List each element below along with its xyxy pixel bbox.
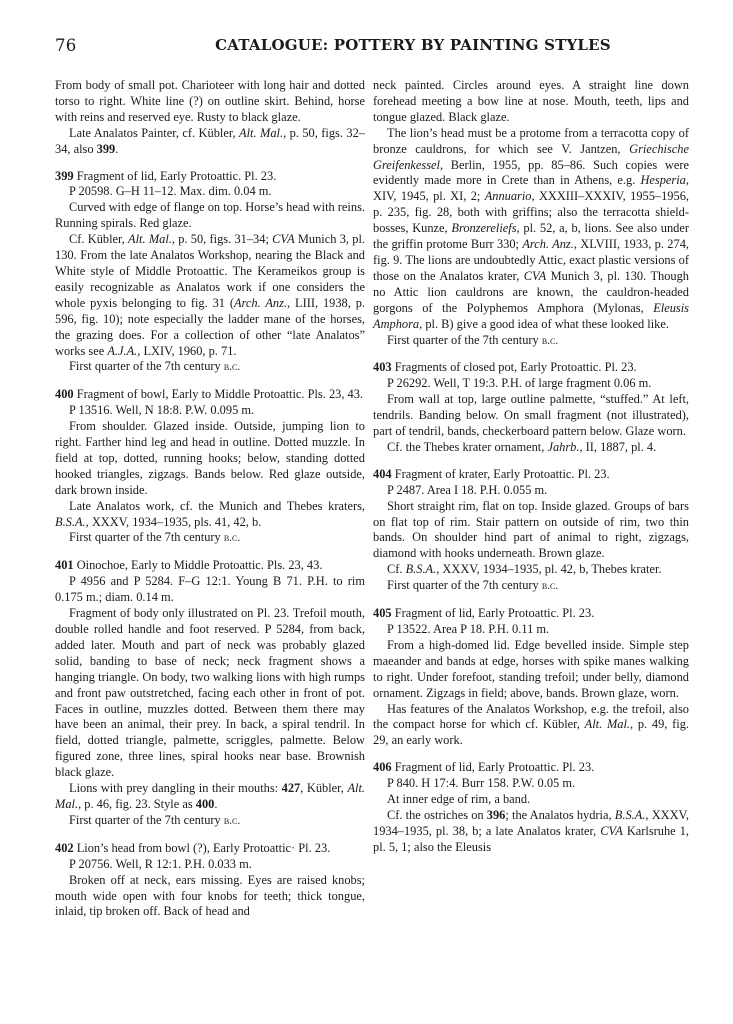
inventory-line: P 4956 and P 5284. F–G 12:1. Young B 71. P.H. to rim 0.175 m.; diam. 0.14 m.: [55, 574, 365, 605]
entry-heading: 401 Oinochoe, Early to Middle Protoattic. Pls. 23, 43.: [55, 558, 323, 573]
date-line: First quarter of the 7th century b.c.: [387, 332, 559, 347]
left-column: [55, 78, 365, 920]
commentary: Lions with prey dangling in their mouths: 427, Kübler, Alt. Mal., p. 46, fig. 23. Style as 400.: [55, 781, 365, 811]
commentary: Cf. B.S.A., XXXV, 1934–1935, pl. 42, b, Thebes krater.: [387, 562, 662, 577]
commentary: Cf. Kübler, Alt. Mal., p. 50, figs. 31–34; CVA Munich 3, pl. 130. From the late Analatos Workshop, nearing the Black and White style of Middle Protoattic. The Kerameikos group is easily recognizable as Analatos work if one considers the whole pyxis belonging to fig. 31 (Arch. Anz., LIII, 1938, p. 596, fig. 10); note especially the ladder mane of the horses, the grazing does. For a collection of other “late Analatos” works see A.J.A., LXIV, 1960, p. 71.: [55, 232, 365, 358]
entry-heading: 399 Fragment of lid, Early Protoattic. Pl. 23.: [55, 168, 277, 183]
catalogue-entry-404: [373, 467, 689, 595]
entry-number: 400: [55, 387, 74, 402]
inventory-line: P 840. H 17:4. Burr 158. P.W. 0.05 m.: [387, 776, 576, 791]
inventory-line: P 26292. Well, T 19:3. P.H. of large fragment 0.06 m.: [387, 376, 652, 391]
description: Fragment of body only illustrated on Pl. 23. Trefoil mouth, double rolled handle and foot reserved. P 5284, from back, added later. Mouth and part of neck was probably glazed solid, banding to base of neck; neck fragment shows a hanging triangle. On body, two walking lions with high rumps and front paw outstretched, facing each other in front of pot. Faces in outline, muzzles dotted. Between them there may have been an animal, their prey. In back, a spiral tendril. In field, dotted triangle, palmette, scriggles, palmette. Below figured zone, three lines, spiral hooks near base. Brownish black glaze.: [55, 606, 365, 780]
catalogue-entry-403: [373, 360, 689, 455]
description: At inner edge of rim, a band.: [387, 792, 531, 807]
inventory-line: P 13516. Well, N 18:8. P.W. 0.095 m.: [69, 403, 255, 418]
inventory-line: P 20756. Well, R 12:1. P.H. 0.033 m.: [69, 856, 252, 871]
description: From wall at top, large outline palmette, “stuffed.” At left, tendrils. Banding below. On small fragment (not illustrated), part of tendril, bands, checkerboard pattern below. Glaze worn.: [373, 392, 689, 439]
description: From a high-domed lid. Edge bevelled inside. Simple step maeander and bands at edge, horses with spike manes walking to right. Under forefoot, standing trefoil; under belly, diamond ornament. Zigzags in field; above, bands. Brown glaze, worn.: [373, 637, 689, 700]
entry-number: 403: [373, 360, 392, 375]
description: Broken off at neck, ears missing. Eyes are raised knobs; mouth wide open with four knobs for teeth; thick tongue, inlaid, tip broken off. Back of head and: [55, 872, 365, 919]
entry-heading: 406 Fragment of lid, Early Protoattic. Pl. 23.: [373, 760, 595, 775]
commentary: Late Analatos work, cf. the Munich and Thebes kraters, B.S.A., XXXV, 1934–1935, pls. 41, 42, b.: [55, 498, 365, 529]
date-line: First quarter of the 7th century b.c.: [69, 812, 241, 827]
entry-heading: 404 Fragment of krater, Early Protoattic. Pl. 23.: [373, 466, 610, 481]
entry-number: 401: [55, 558, 74, 573]
commentary: Has features of the Analatos Workshop, e.g. the trefoil, also the compact horse for which cf. Kübler, Alt. Mal., p. 49, fig. 29, an early work.: [373, 701, 689, 748]
description: neck painted. Circles around eyes. A straight line down forehead meeting a bow line at nose. Mouth, teeth, lips and tongue glazed. Black glaze.: [373, 78, 689, 124]
entry-number: 399: [55, 168, 74, 183]
commentary: The lion’s head must be a protome from a terracotta copy of bronze cauldrons, for which see V. Jantzen, Griechische Greifenkessel, Berlin, 1955, pp. 85–86. Such copies were evidently made more in Crete than in Athens, e.g. Hesperia, XIV, 1945, pl. XI, 2; Annuario, XXXIII–XXXIV, 1955–1956, p. 235, fig. 28, both with griffins; also the terracotta shield-bosses, Kunze, Bronzereliefs, pl. 52, a, b, lions. See also under the griffin protome Burr 330; Arch. Anz., XLVIII, 1933, p. 274, fig. 9. The lions are undoubtedly Attic, exact plastic versions of those on the Analatos krater, CVA Munich 3, pl. 130. Though no Attic lion cauldrons are known, the cauldron-headed gorgons of the Polyphemos Amphora (Mylonas, Eleusis Amphora, pl. B) give a good idea of what these looked like.: [373, 125, 689, 331]
description: From shoulder. Glazed inside. Outside, jumping lion to right. Farther hind leg and head in outline. Dotted muzzle. In field at top, dotted, running hooks; below, standing dotted hooked triangles, zigzags. Bands below. Red glaze outside, dark brown inside.: [55, 419, 365, 497]
entry-number: 402: [55, 840, 74, 855]
inventory-line: P 2487. Area I 18. P.H. 0.055 m.: [387, 482, 548, 497]
catalogue-entry-406: [373, 760, 689, 855]
entry-number: 405: [373, 606, 392, 621]
entry-heading: 400 Fragment of bowl, Early to Middle Protoattic. Pls. 23, 43.: [55, 387, 364, 402]
running-title: CATALOGUE: POTTERY BY PAINTING STYLES: [215, 36, 611, 54]
entry-heading: 405 Fragment of lid, Early Protoattic. Pl. 23.: [373, 606, 595, 621]
description: Short straight rim, flat on top. Inside glazed. Groups of bars on flat top of rim. Stair pattern on outside of rim, two thin bands. On shoulder hind part of animal to right, zigzags, diamond with hooks underneath. Brown glaze.: [373, 498, 689, 561]
paragraph: Late Analatos Painter, cf. Kübler, Alt. Mal., p. 50, figs. 32–34, also 399.: [55, 125, 365, 156]
entry-heading: 403 Fragments of closed pot, Early Protoattic. Pl. 23.: [373, 360, 637, 375]
page-number: 76: [55, 36, 77, 55]
entry-402-continuation: [373, 78, 689, 349]
cross-reference: 399: [96, 141, 116, 156]
entry-heading: 402 Lion’s head from bowl (?), Early Protoattic· Pl. 23.: [55, 840, 331, 855]
catalogue-entry-405: [373, 606, 689, 749]
commentary: Cf. the Thebes krater ornament, Jahrb., II, 1887, pl. 4.: [387, 439, 657, 454]
inventory-line: P 20598. G–H 11–12. Max. dim. 0.04 m.: [69, 184, 272, 199]
catalogue-entry-401: [55, 558, 365, 829]
description: Curved with edge of flange on top. Horse’s head with reins. Running spirals. Red glaze.: [55, 200, 365, 231]
catalogue-entry-400: [55, 387, 365, 547]
paragraph: From body of small pot. Charioteer with long hair and dotted torso to right. White line (?) on outline skirt. Behind, horse with reins and reserved eye. Rusty to black glaze.: [55, 78, 365, 124]
entry-number: 404: [373, 466, 392, 481]
commentary: Cf. the ostriches on 396; the Analatos hydria, B.S.A., XXXV, 1934–1935, pl. 38, b; a late Analatos krater, CVA Karlsruhe 1, pl. 5, 1; also the Eleusis: [373, 807, 690, 854]
date-line: First quarter of the 7th century b.c.: [387, 578, 559, 593]
catalogue-entry-399: [55, 169, 365, 377]
right-column: [373, 78, 689, 856]
catalogue-entry-402: [55, 841, 365, 921]
entry-398-continuation: [55, 78, 365, 158]
page-header: [55, 36, 691, 64]
inventory-line: P 13522. Area P 18. P.H. 0.11 m.: [387, 622, 550, 636]
date-line: First quarter of the 7th century b.c.: [69, 359, 241, 374]
date-line: First quarter of the 7th century b.c.: [69, 530, 241, 545]
entry-number: 406: [373, 760, 392, 775]
